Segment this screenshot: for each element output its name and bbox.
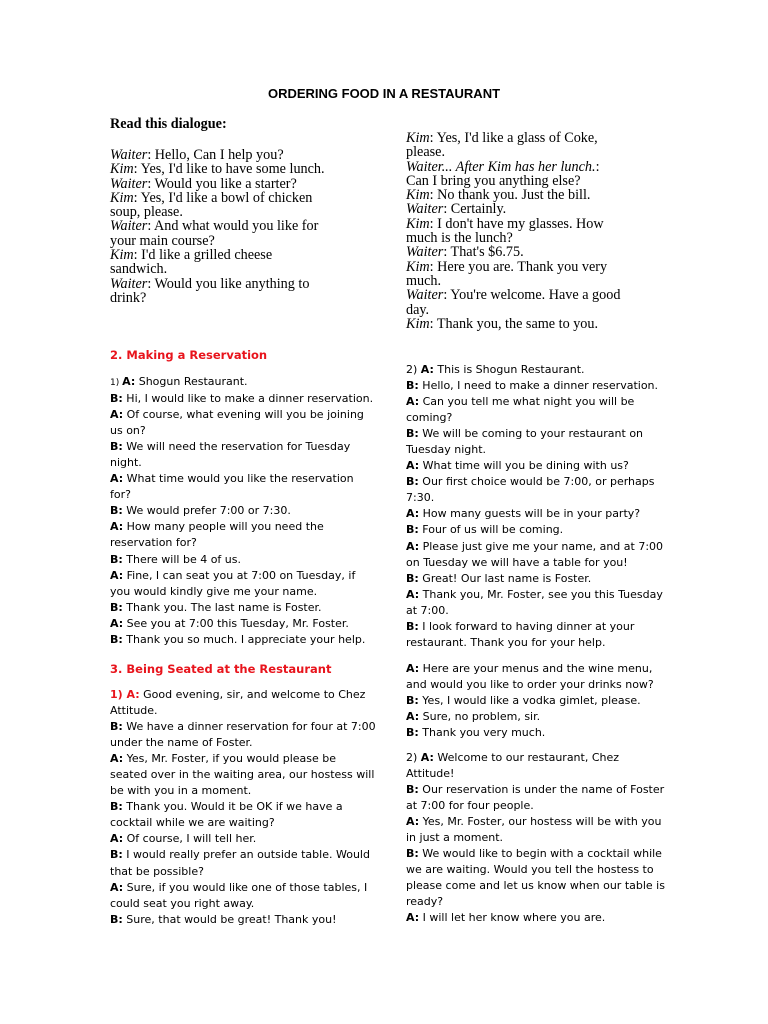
dialogue-text: at 7:00 for four people. (406, 799, 534, 813)
speaker-name: Waiter (110, 275, 148, 292)
dialogue-number: 1) (110, 378, 123, 388)
dialogue-text: : You're welcome. Have a good (443, 287, 621, 304)
dialogue-line (406, 174, 620, 188)
speaker-label: B: (110, 632, 123, 646)
dialogue-line (110, 783, 376, 799)
dialogue-line (406, 878, 665, 894)
dialogue-text: Welcome to our restaurant, Chez (433, 751, 620, 764)
dialogue-line (406, 603, 663, 619)
dialogue-line (110, 552, 373, 568)
dialogue-line (406, 709, 654, 725)
dialogue-text: Thank you. The last name is Foster. (122, 600, 322, 614)
dialogue-text: : Yes, I'd like to have some lunch. (133, 161, 325, 178)
dialogue-line (110, 177, 325, 191)
dialogue-line (110, 455, 373, 471)
speaker-label: A: (406, 587, 420, 601)
dialogue-text: : Would you like anything to (147, 275, 310, 292)
dialogue-text: What time will you be dining with us? (419, 459, 629, 473)
dialogue-line (110, 191, 325, 205)
dialogue-line (110, 234, 325, 248)
speaker-label: B: (110, 392, 123, 406)
dialogue-line (406, 260, 620, 274)
dialogue-line (406, 426, 663, 442)
speaker-label: A: (110, 752, 124, 766)
dialogue-text: please. (406, 144, 445, 161)
dialogue-text: we are waiting. Would you tell the hostess to (406, 863, 654, 877)
dialogue-line (110, 831, 376, 847)
dialogue-line (406, 798, 665, 814)
speaker-label: B: (406, 523, 419, 537)
dialogue-line (406, 378, 663, 394)
dialogue-text: Great! Our last name is Foster. (418, 571, 592, 585)
dialogue-text: Fine, I can seat you at 7:00 on Tuesday, if (123, 568, 356, 582)
speaker-label: A: (110, 520, 124, 534)
dialogue-line (406, 131, 620, 145)
dialogue-line (110, 751, 376, 767)
dialogue-line (406, 145, 620, 159)
dialogue-line (110, 162, 325, 176)
dialogue-text: We would prefer 7:00 or 7:30. (122, 504, 291, 518)
dialogue-line (406, 522, 663, 538)
dialogue-text: : Would you like a starter? (147, 175, 297, 192)
dialogue-line (406, 274, 620, 288)
speaker-name: Kim (406, 315, 430, 332)
speaker-name: Waiter (406, 287, 444, 304)
dialogue-text: We have a dinner reservation for four at 7:00 (122, 720, 376, 734)
dialogue-text: : (595, 158, 600, 175)
speaker-label: B: (110, 552, 123, 566)
dialogue-line (406, 160, 620, 174)
dialogue-text: your main course? (110, 232, 215, 249)
dialogue-number: 1) (110, 688, 127, 701)
dialogue-text: I would really prefer an outside table. Would (122, 848, 370, 862)
speaker-name: Kim (110, 189, 134, 206)
dialogue-line (110, 703, 376, 719)
dialogue-line (406, 410, 663, 426)
dialogue-text: on Tuesday we will have a table for you! (406, 555, 628, 569)
dialogue-line (110, 632, 373, 648)
dialogue-text: See you at 7:00 this Tuesday, Mr. Foster. (123, 616, 349, 630)
dialogue-number: 2) (406, 751, 421, 764)
dialogue-text: and would you like to order your drinks now? (406, 678, 654, 692)
speaker-label: B: (406, 379, 419, 393)
dialogue-line (110, 219, 325, 233)
speaker-label: B: (110, 504, 123, 518)
dialogue-line (110, 912, 376, 928)
dialogue-text: : Certainly. (443, 201, 507, 218)
dialogue-line (406, 188, 620, 202)
dialogue-line (406, 458, 663, 474)
dialogue-line (406, 490, 663, 506)
dialogue-line (110, 205, 325, 219)
speaker-label: A: (420, 751, 434, 764)
dialogue-text: that be possible? (110, 864, 204, 878)
speaker-label: B: (110, 912, 123, 926)
dialogue-text: Of course, what evening will you be joining (123, 408, 364, 422)
dialogue-line (110, 248, 325, 262)
dialogue-line (406, 506, 663, 522)
dialogue-line (110, 568, 373, 584)
speaker-name: Kim (110, 161, 134, 178)
dialogue-text: Sure, if you would like one of those tables, I (123, 880, 368, 894)
dialogue-line (110, 735, 376, 751)
dialogue-text: : I don't have my glasses. How (429, 215, 604, 232)
dialogue-text: : Hello, Can I help you? (147, 147, 284, 163)
dialogue-line (406, 830, 665, 846)
speaker-label: A: (110, 616, 124, 630)
speaker-label: A: (406, 539, 420, 553)
dialogue-line (406, 619, 663, 635)
dialogue-text: Thank you, Mr. Foster, see you this Tuesday (419, 587, 663, 601)
dialogue-line (406, 362, 663, 378)
speaker-label: A: (110, 568, 124, 582)
dialogue-line (110, 535, 373, 551)
dialogue-line (110, 423, 373, 439)
dialogue-line (110, 847, 376, 863)
dialogue-line (406, 245, 620, 259)
speaker-label: B: (110, 600, 123, 614)
dialogue-text: restaurant. Thank you for your help. (406, 635, 606, 649)
dialogue-text: : That's $6.75. (443, 244, 524, 261)
dialogue-text: much. (406, 272, 442, 289)
dialogue-text: day. (406, 301, 430, 318)
dialogue-text: coming? (406, 411, 453, 425)
reservation-dialogue-1 (110, 374, 373, 648)
dialogue-line (110, 799, 376, 815)
dialogue-text: Please just give me your name, and at 7:00 (419, 539, 664, 553)
speaker-name: Waiter (110, 147, 148, 163)
dialogue-line (406, 474, 663, 490)
dialogue-text: Attitude! (406, 767, 455, 781)
dialogue-text: please come and let us know when our table is (406, 879, 665, 893)
dialogue-line (110, 584, 373, 600)
dialogue-text: Hi, I would like to make a dinner reservation. (122, 392, 374, 406)
dialogue-line (110, 896, 376, 912)
dialogue-text: could seat you right away. (110, 896, 255, 910)
speaker-label: B: (406, 726, 419, 740)
speaker-name: Kim (406, 187, 430, 204)
dialogue-line (110, 880, 376, 896)
dialogue-text: you would kindly give me your name. (110, 584, 318, 598)
speaker-label: A: (110, 880, 124, 894)
dialogue-text: soup, please. (110, 204, 183, 221)
dialogue-text: much is the lunch? (406, 230, 513, 247)
dialogue-line (406, 231, 620, 245)
dialogue-text: Sure, that would be great! Thank you! (122, 912, 337, 926)
seated-dialogue-2 (406, 750, 665, 927)
dialogue-text: Can you tell me what night you will be (419, 395, 635, 409)
dialogue-text: We will be coming to your restaurant on (418, 427, 644, 441)
dialogue-line (406, 202, 620, 216)
dialogue-number: 2) (406, 363, 421, 376)
dialogue-text: Four of us will be coming. (418, 523, 564, 537)
dialogue-line (110, 503, 373, 519)
dialogue-line (406, 894, 665, 910)
dialogue-line (406, 555, 663, 571)
dialogue-text: : No thank you. Just the bill. (429, 187, 591, 204)
dialogue-text: in just a moment. (406, 831, 504, 845)
dialogue-text: at 7:00. (406, 603, 449, 617)
dialogue-text: under the name of Foster. (110, 736, 253, 750)
section-heading-seated: 3. Being Seated at the Restaurant (110, 662, 332, 676)
dialogue-text: 7:30. (406, 491, 435, 505)
speaker-label: B: (110, 848, 123, 862)
dialogue-line (406, 217, 620, 231)
dialogue-text: Shogun Restaurant. (135, 375, 248, 388)
speaker-label: A: (110, 472, 124, 486)
dialogue-line (406, 317, 620, 331)
dialogue-line (110, 262, 325, 276)
dialogue-text: Tuesday night. (406, 443, 487, 457)
dialogue-line (406, 725, 654, 741)
speaker-label: B: (406, 475, 419, 489)
dialogue-line (406, 587, 663, 603)
dialogue-line (110, 815, 376, 831)
dialogue-line (406, 693, 654, 709)
dialogue-line (110, 148, 325, 162)
dialogue-line (110, 600, 373, 616)
dialogue-line (406, 766, 665, 782)
speaker-label: B: (406, 694, 419, 708)
speaker-label: B: (110, 720, 123, 734)
speaker-label: A: (406, 459, 420, 473)
dialogue-line (406, 539, 663, 555)
speaker-name: Waiter (110, 175, 148, 192)
document-title: ORDERING FOOD IN A RESTAURANT (267, 86, 501, 101)
dialogue-line (406, 910, 665, 926)
dialogue-text: : Yes, I'd like a glass of Coke, (429, 130, 598, 146)
dialogue-text: Our reservation is under the name of Foster (418, 783, 665, 797)
dialogue-text: cocktail while we are waiting? (110, 816, 275, 830)
dialogue-text: be with you in a moment. (110, 784, 252, 798)
dialogue-line (406, 782, 665, 798)
dialogue-line (406, 814, 665, 830)
speaker-label: B: (406, 847, 419, 861)
dialogue-line (406, 661, 654, 677)
dialogue-text: for? (110, 488, 131, 502)
dialogue-text: : Here you are. Thank you very (429, 258, 608, 275)
dialogue-line (110, 439, 373, 455)
seated-dialogue-1-continued (406, 661, 654, 741)
speaker-name: Kim (406, 215, 430, 232)
dialogue-text: We will need the reservation for Tuesday (122, 440, 351, 454)
speaker-name: Waiter... After Kim has her lunch. (406, 158, 596, 175)
dialogue-text: Our first choice would be 7:00, or perhaps (418, 475, 655, 489)
speaker-label: A: (406, 395, 420, 409)
speaker-label: B: (406, 571, 419, 585)
speaker-name: Kim (406, 258, 430, 275)
dialogue-line (406, 862, 665, 878)
dialogue-text: Good evening, sir, and welcome to Chez (139, 688, 366, 701)
dialogue-line (406, 303, 620, 317)
dialogue-text: This is Shogun Restaurant. (433, 363, 585, 376)
dialogue-text: Of course, I will tell her. (123, 832, 257, 846)
dialogue-line (110, 374, 373, 391)
dialogue-text: Sure, no problem, sir. (419, 710, 541, 724)
dialogue-text: Attitude. (110, 704, 158, 718)
dialogue-line (110, 719, 376, 735)
speaker-label: A: (406, 662, 420, 675)
speaker-label: B: (406, 783, 419, 797)
dialogue-text: I look forward to having dinner at your (418, 619, 635, 633)
dialogue-text: night. (110, 456, 142, 470)
speaker-label: A: (126, 688, 140, 701)
dialogue-text: drink? (110, 289, 147, 306)
dialogue-line (110, 407, 373, 423)
dialogue-text: How many guests will be in your party? (419, 507, 641, 521)
dialogue-text: : Yes, I'd like a bowl of chicken (133, 189, 313, 206)
dialogue-left-column (110, 148, 325, 305)
dialogue-text: Thank you. Would it be OK if we have a (122, 800, 343, 814)
dialogue-line (110, 767, 376, 783)
dialogue-line (110, 277, 325, 291)
dialogue-line (110, 864, 376, 880)
speaker-label: B: (110, 440, 123, 454)
speaker-label: A: (420, 363, 434, 376)
dialogue-text: : Thank you, the same to you. (429, 315, 599, 332)
speaker-label: A: (406, 815, 420, 829)
reservation-dialogue-2 (406, 362, 663, 651)
dialogue-text: I will let her know where you are. (419, 911, 606, 925)
dialogue-line (110, 519, 373, 535)
dialogue-text: ready? (406, 895, 444, 909)
speaker-name: Kim (110, 247, 134, 264)
speaker-label: B: (406, 619, 419, 633)
dialogue-text: Yes, Mr. Foster, our hostess will be with you (419, 815, 662, 829)
speaker-name: Waiter (110, 218, 148, 235)
dialogue-text: Here are your menus and the wine menu, (419, 662, 653, 675)
speaker-name: Waiter (406, 201, 444, 218)
dialogue-line (406, 442, 663, 458)
dialogue-text: Thank you very much. (418, 726, 546, 740)
dialogue-text: How many people will you need the (123, 520, 324, 534)
dialogue-text: seated over in the waiting area, our hostess will (110, 768, 375, 782)
speaker-label: A: (110, 832, 124, 846)
dialogue-line (406, 288, 620, 302)
speaker-label: A: (110, 408, 124, 422)
dialogue-text: us on? (110, 424, 146, 438)
speaker-label: A: (406, 507, 420, 521)
dialogue-text: reservation for? (110, 536, 197, 550)
dialogue-text: What time would you like the reservation (123, 472, 354, 486)
section-heading-reservation: 2. Making a Reservation (110, 348, 268, 362)
dialogue-line (406, 394, 663, 410)
dialogue-right-column (406, 131, 620, 331)
dialogue-line (110, 487, 373, 503)
speaker-label: A: (406, 911, 420, 925)
dialogue-line (406, 571, 663, 587)
dialogue-text: Yes, I would like a vodka gimlet, please. (418, 694, 641, 708)
speaker-name: Waiter (406, 244, 444, 261)
speaker-label: A: (406, 710, 420, 724)
dialogue-line (110, 687, 376, 703)
speaker-label: B: (406, 427, 419, 441)
dialogue-text: There will be 4 of us. (122, 552, 241, 566)
dialogue-line (406, 635, 663, 651)
speaker-label: A: (122, 375, 136, 388)
dialogue-text: Yes, Mr. Foster, if you would please be (123, 752, 337, 766)
speaker-name: Kim (406, 130, 430, 146)
dialogue-text: : I'd like a grilled cheese (133, 247, 273, 264)
dialogue-text: : And what would you like for (147, 218, 319, 235)
dialogue-line (110, 471, 373, 487)
dialogue-heading: Read this dialogue: (110, 116, 227, 132)
dialogue-text: Hello, I need to make a dinner reservation. (418, 379, 659, 393)
dialogue-text: Thank you so much. I appreciate your help. (122, 632, 366, 646)
seated-dialogue-1 (110, 687, 376, 928)
dialogue-text: We would like to begin with a cocktail while (418, 847, 662, 861)
dialogue-text: Can I bring you anything else? (406, 172, 581, 189)
dialogue-text: sandwich. (110, 261, 168, 278)
dialogue-line (406, 750, 665, 766)
speaker-label: B: (110, 800, 123, 814)
dialogue-line (406, 677, 654, 693)
dialogue-line (110, 291, 325, 305)
dialogue-line (110, 391, 373, 407)
dialogue-line (110, 616, 373, 632)
dialogue-line (406, 846, 665, 862)
